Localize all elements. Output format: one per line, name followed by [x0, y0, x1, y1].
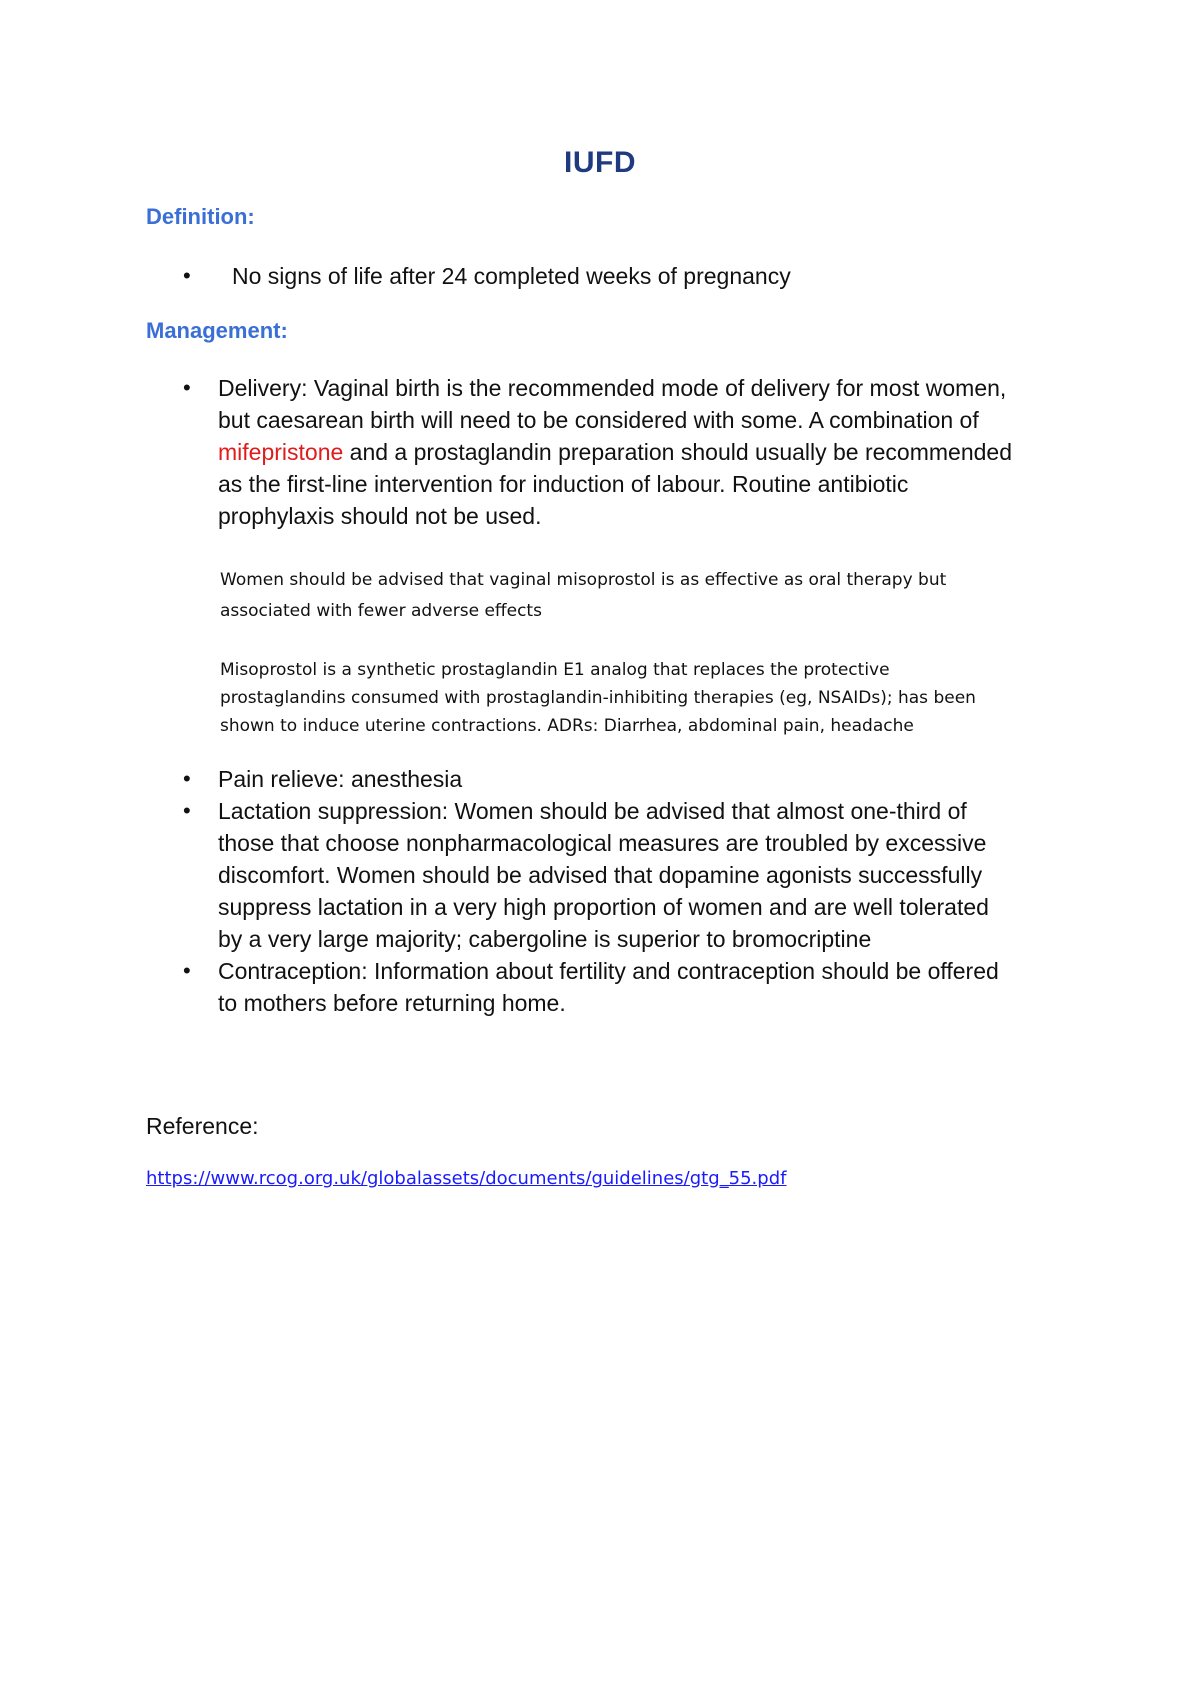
- delivery-line: prophylaxis should not be used.: [218, 503, 542, 529]
- page-title: IUFD: [564, 146, 636, 179]
- bullet-icon: •: [183, 798, 191, 823]
- note-line: shown to induce uterine contractions. ADRs: Diarrhea, abdominal pain, headache: [220, 716, 914, 736]
- management-heading: Management:: [146, 318, 288, 343]
- lactation-line: by a very large majority; cabergoline is superior to bromocriptine: [218, 926, 872, 952]
- pain-text: Pain relieve: anesthesia: [218, 766, 463, 792]
- reference-label: Reference:: [146, 1113, 259, 1139]
- note-line: Women should be advised that vaginal misoprostol is as effective as oral therapy but: [220, 570, 947, 590]
- bullet-icon: •: [183, 375, 191, 400]
- definition-text: No signs of life after 24 completed weeks of pregnancy: [232, 263, 791, 289]
- misoprostol-description-note: [220, 656, 1040, 740]
- mifepristone-highlight: mifepristone: [218, 439, 344, 465]
- delivery-text: [218, 372, 1078, 532]
- bullet-icon: •: [183, 263, 191, 288]
- bullet-icon: •: [183, 766, 191, 791]
- lactation-line: those that choose nonpharmacological measures are troubled by excessive: [218, 830, 987, 856]
- lactation-text: [218, 795, 1078, 955]
- lactation-line: suppress lactation in a very high proportion of women and are well tolerated: [218, 894, 989, 920]
- note-line: prostaglandins consumed with prostaglandin-inhibiting therapies (eg, NSAIDs); has been: [220, 688, 976, 708]
- note-line: associated with fewer adverse effects: [220, 601, 542, 621]
- contraception-text: [218, 955, 1078, 1019]
- delivery-line: as the first-line intervention for induction of labour. Routine antibiotic: [218, 471, 909, 497]
- bullet-icon: •: [183, 958, 191, 983]
- note-line: Misoprostol is a synthetic prostaglandin E1 analog that replaces the protective: [220, 660, 890, 680]
- delivery-line: but caesarean birth will need to be considered with some. A combination of: [218, 407, 979, 433]
- lactation-line: discomfort. Women should be advised that dopamine agonists successfully: [218, 862, 983, 888]
- definition-heading: Definition:: [146, 204, 255, 229]
- contraception-line: Contraception: Information about fertility and contraception should be offered: [218, 958, 999, 984]
- reference-link[interactable]: https://www.rcog.org.uk/globalassets/documents/guidelines/gtg_55.pdf: [146, 1168, 787, 1189]
- lactation-line: Lactation suppression: Women should be advised that almost one-third of: [218, 798, 967, 824]
- delivery-line: [218, 436, 1078, 468]
- contraception-line: to mothers before returning home.: [218, 990, 566, 1016]
- misoprostol-efficacy-note: [220, 565, 1040, 627]
- delivery-line: Delivery: Vaginal birth is the recommended mode of delivery for most women,: [218, 375, 1007, 401]
- delivery-line-rest: and a prostaglandin preparation should usually be recommended: [343, 439, 1012, 465]
